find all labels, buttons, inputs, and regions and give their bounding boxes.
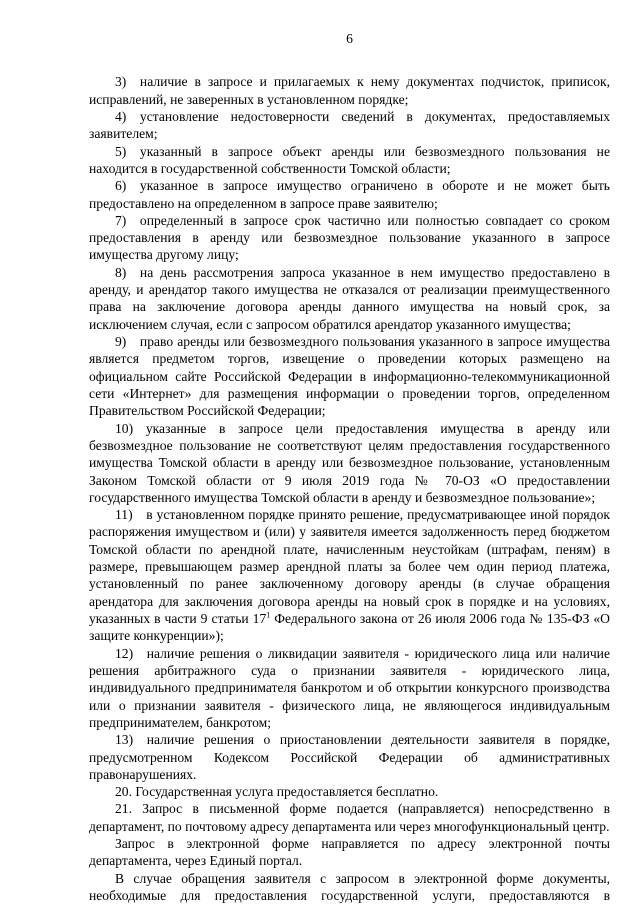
- document-body: [89, 73, 610, 904]
- paragraph-text: 13) наличие решения о приостановлении деятельности заявителя в порядке, предусмотренном Кодексом Российской Федерации об административных правонарушениях.: [89, 732, 610, 782]
- paragraph: [89, 108, 610, 143]
- paragraph: [89, 645, 610, 732]
- superscript: 1: [266, 610, 271, 620]
- paragraph-text: 11) в установленном порядке принято решение, предусматривающее иной порядок распоряжения имуществом и (или) у заявителя имеется задолженность перед бюджетом Томской области по арендной плате, начисленным неустойкам (штрафам, пеням) в размере, превышающем размер арендной платы за более чем один период платежа, установленный по ранее заключенному договору аренды (в случае обращения арендатора для заключения договора аренды на новый срок в порядке и на условиях, указанных в части 9 статьи 17: [89, 507, 610, 626]
- paragraph: [89, 73, 610, 108]
- paragraph: [89, 731, 610, 783]
- paragraph-text: 9) право аренды или безвозмездного пользования указанного в запросе имущества является предметом торгов, извещение о проведении которых размещено на официальном сайте Российской Федерации в информационно-телекоммуникационной сети «Интернет» для размещения информации о проведении торгов, определенном Правительством Российской Федерации;: [89, 334, 610, 419]
- paragraph: [89, 212, 610, 264]
- paragraph-text: 12) наличие решения о ликвидации заявителя - юридического лица или наличие решения арбитражного суда о признании заявителя - юридического лица, индивидуального предпринимателя банкротом и об открытии конкурсного производства или о признании заявителя - физического лица, не являющегося индивидуальным предпринимателем, банкротом;: [89, 645, 610, 730]
- paragraph-text: В случае обращения заявителя с запросом в электронной форме документы, необходимые для предоставления государственной услуги, предоставляются в: [89, 870, 610, 903]
- paragraph: [89, 800, 610, 835]
- paragraph: [89, 264, 610, 333]
- paragraph: [89, 783, 610, 800]
- paragraph: [89, 333, 610, 420]
- paragraph-text: Запрос в электронной форме направляется по адресу электронной почты департамента, через Единый портал.: [89, 836, 610, 869]
- paragraph: [89, 835, 610, 870]
- paragraph-text: 21. Запрос в письменной форме подается (направляется) непосредственно в департамент, по почтовому адресу департамента или через многофункциональный центр.: [89, 801, 610, 834]
- paragraph-text: 8) на день рассмотрения запроса указанное в нем имущество предоставлено в аренду, и арендатор такого имущества не отказался от реализации преимущественного права на заключение договора аренды данного имущества на новый срок, за исключением случая, если с запросом обратился арендатор указанного имущества;: [89, 264, 610, 332]
- page-number: 6: [346, 31, 353, 46]
- paragraph-text: 4) установление недостоверности сведений в документах, предоставляемых заявителем;: [89, 108, 610, 142]
- paragraph: [89, 177, 610, 212]
- paragraph: [89, 420, 610, 507]
- paragraph-text: 6) указанное в запросе имущество ограничено в обороте и не может быть предоставлено на определенном в запросе праве заявителю;: [89, 178, 610, 211]
- paragraph: [89, 870, 610, 905]
- paragraph-text: 7) определенный в запросе срок частично или полностью совпадает со сроком предоставления в аренду или безвозмездное пользование указанного в запросе имущества другому лицу;: [89, 212, 610, 263]
- paragraph-text: 5) указанный в запросе объект аренды или безвозмездного пользования не находится в государственной собственности Томской области;: [89, 143, 610, 176]
- paragraph-text: 20. Государственная услуга предоставляется бесплатно.: [115, 784, 439, 800]
- paragraph: [89, 506, 610, 645]
- paragraph: [89, 143, 610, 178]
- paragraph-text: Федерального закона от 26 июля 2006 года № 135-ФЗ «О защите конкуренции»);: [89, 611, 610, 644]
- paragraph-text: 10) указанные в запросе цели предоставления имущества в аренду или безвозмездное пользование не соответствуют целям предоставления государственного имущества Томской области в аренду или безвозмездное пользование, установленным Законом Томской области от 9 июля 2019 года № 70-ОЗ «О предоставлении государственного имущества Томской области в аренду и безвозмездное пользование»;: [89, 420, 610, 505]
- paragraph-text: 3) наличие в запросе и прилагаемых к нему документах подчисток, приписок, исправлений, не заверенных в установленном порядке;: [89, 74, 610, 107]
